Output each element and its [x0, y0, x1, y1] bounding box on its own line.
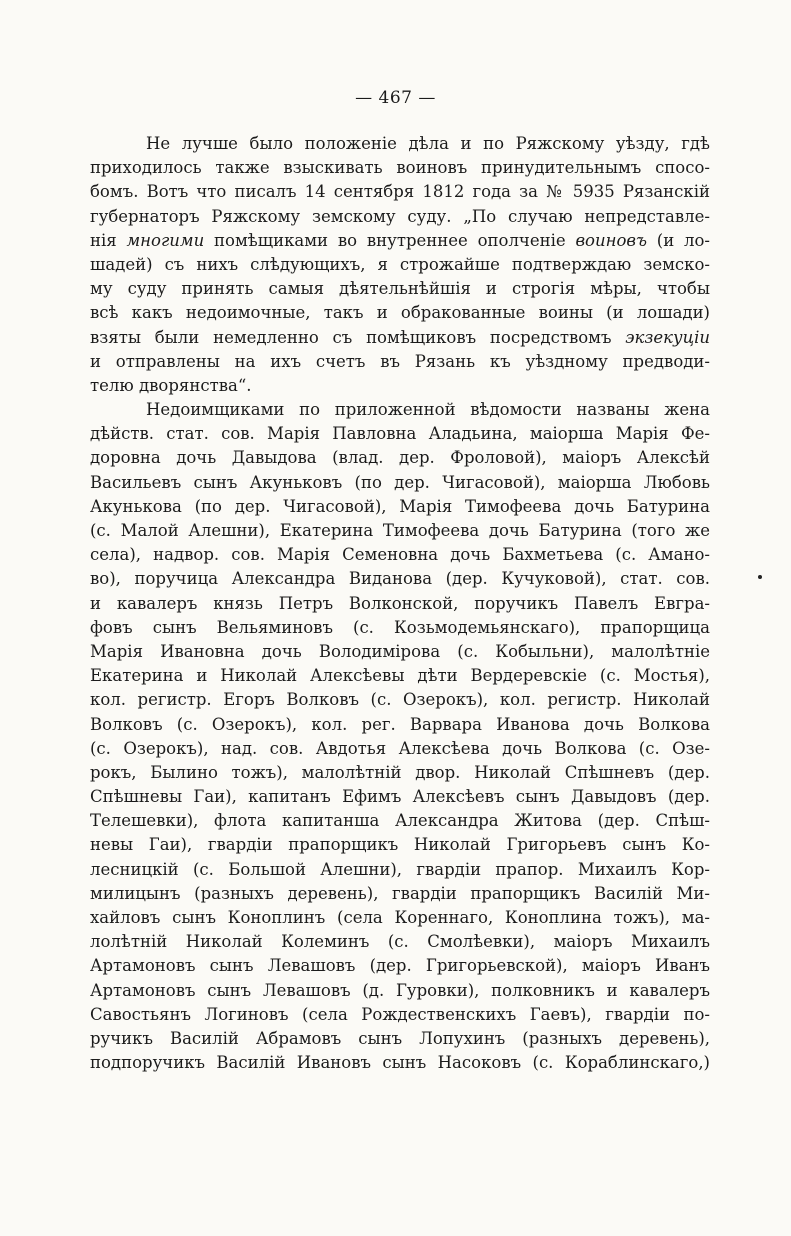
text-run: Спѣшневы Гаи), капитанъ Ефимъ Алексѣевъ сынъ Давыдовъ (дер.: [90, 787, 710, 807]
text-line: [90, 809, 710, 833]
text-line: [90, 1051, 710, 1075]
italic-text: воиновъ: [575, 230, 648, 250]
text-run: милицынъ (разныхъ деревень), гвардіи прапорщикъ Василій Ми-: [90, 883, 710, 903]
italic-text: многими: [126, 230, 205, 250]
text-line: [90, 785, 710, 809]
text-line: [90, 180, 710, 204]
text-run: Недоимщиками по приложенной вѣдомости названы жена: [146, 400, 710, 420]
text-line: [90, 374, 710, 398]
text-run: дѣйств. стат. сов. Марія Павловна Аладьина, маіорша Марія Фе-: [90, 424, 710, 444]
text-run: телю дворянства“.: [90, 375, 252, 395]
text-line: [90, 640, 710, 664]
text-line: [90, 495, 710, 519]
text-run: (с. Озерокъ), над. сов. Авдотья Алексѣева дочь Волкова (с. Озе-: [90, 738, 710, 758]
text-run: хайловъ сынъ Коноплинъ (села Кореннаго, Коноплина тожъ), ма-: [90, 908, 710, 927]
text-run: Телешевки), флота капитанша Александра Житова (дер. Спѣш-: [90, 811, 710, 831]
text-run: кол. регистр. Егоръ Волковъ (с. Озерокъ), кол. регистр. Николай: [90, 690, 710, 710]
text-run: рокъ, Былино тожъ), малолѣтній двор. Николай Спѣшневъ (дер.: [90, 762, 710, 782]
text-line: [90, 616, 710, 640]
text-run: фовъ сынъ Вельяминовъ (с. Козьмодемьянскаго), прапорщица: [90, 617, 710, 637]
text-run: Екатерина и Николай Алексѣевы дѣти Вердеревскіе (с. Мостья),: [90, 666, 710, 686]
text-run: Волковъ (с. Озерокъ), кол. рег. Варвара Иванова дочь Волкова: [90, 714, 710, 734]
text-run: приходилось также взыскивать воиновъ принудительнымъ спосо-: [90, 158, 710, 178]
text-run: шадей) съ нихъ слѣдующихъ, я строжайше подтверждаю земско-: [90, 254, 710, 274]
text-line: [90, 833, 710, 857]
text-run: Артамоновъ сынъ Левашовъ (д. Гуровки), полковникъ и кавалеръ: [90, 980, 710, 1000]
text-line: [90, 664, 710, 688]
text-line: [90, 398, 710, 422]
text-run: губернаторъ Ряжскому земскому суду. „По случаю непредставле-: [90, 206, 710, 226]
text-run: взяты были немедленно съ помѣщиковъ посредствомъ: [90, 327, 626, 347]
text-run: доровна дочь Давыдова (влад. дер. Фроловой), маіоръ Алексѣй: [90, 448, 710, 468]
text-run: (с. Малой Алешни), Екатерина Тимофеева дочь Батурина (того же: [90, 521, 710, 540]
text-run: подпоручикъ Василій Ивановъ сынъ Насоковъ (с. Кораблинскаго,): [90, 1053, 710, 1073]
text-run: бомъ. Вотъ что писалъ 14 сентября 1812 года за № 5935 Рязанскій: [90, 182, 710, 202]
text-run: Савостьянъ Логиновъ (села Рождественскихъ Гаевъ), гвардіи по-: [90, 1004, 710, 1024]
text-line: [90, 906, 710, 930]
text-line: [90, 688, 710, 712]
text-line: [90, 446, 710, 470]
text-run: Артамоновъ сынъ Левашовъ (дер. Григорьевской), маіоръ Иванъ: [90, 956, 710, 976]
text-run: лолѣтній Николай Колеминъ (с. Смолѣевки), маіоръ Михаилъ: [90, 932, 710, 952]
text-line: [90, 882, 710, 906]
text-line: [90, 979, 710, 1003]
text-line: [90, 519, 710, 543]
text-run: му суду принять самыя дѣятельнѣйшія и строгія мѣры, чтобы: [90, 279, 710, 299]
text-run: и отправлены на ихъ счетъ въ Рязань къ уѣздному предводи-: [90, 351, 710, 371]
text-line: [90, 713, 710, 737]
text-run: лесницкій (с. Большой Алешни), гвардіи прапор. Михаилъ Кор-: [90, 859, 710, 879]
text-line: [90, 156, 710, 180]
text-run: села), надвор. сов. Марія Семеновна дочь Бахметьева (с. Амано-: [90, 545, 710, 565]
text-run: помѣщиками во внутреннее ополченіе: [204, 230, 576, 250]
italic-text: экзекуціи: [625, 327, 710, 347]
text-line: [90, 229, 710, 253]
text-run: Васильевъ сынъ Акуньковъ (по дер. Чигасовой), маіорша Любовь: [90, 472, 710, 492]
text-run: Не лучше было положеніе дѣла и по Ряжскому уѣзду, гдѣ: [146, 134, 710, 153]
text-run: во), поручица Александра Виданова (дер. Кучуковой), стат. сов.: [90, 569, 710, 589]
text-run: всѣ какъ недоимочные, такъ и обракованные воины (и лошади): [90, 303, 710, 323]
text-line: [90, 1027, 710, 1051]
text-line: [90, 592, 710, 616]
text-line: [90, 350, 710, 374]
text-line: [90, 326, 710, 350]
text-run: (и ло-: [647, 230, 710, 250]
text-line: [90, 205, 710, 229]
text-line: [90, 930, 710, 954]
text-line: [90, 132, 710, 156]
text-line: [90, 471, 710, 495]
text-line: [90, 253, 710, 277]
text-line: [90, 277, 710, 301]
page-number: — 467 —: [355, 88, 436, 108]
text-line: [90, 543, 710, 567]
text-line: [90, 1003, 710, 1027]
text-run: Марія Ивановна дочь Володимірова (с. Кобыльни), малолѣтніе: [90, 641, 710, 661]
body-text: [90, 132, 710, 1075]
text-run: и кавалеръ князь Петръ Волконской, поручикъ Павелъ Евгра-: [90, 593, 710, 613]
text-line: [90, 858, 710, 882]
text-line: [90, 954, 710, 978]
text-run: Акунькова (по дер. Чигасовой), Марія Тимофеева дочь Батурина: [90, 496, 710, 516]
text-run: нія: [90, 230, 127, 250]
text-line: [90, 301, 710, 325]
ink-speck: [758, 575, 762, 579]
text-run: невы Гаи), гвардіи прапорщикъ Николай Григорьевъ сынъ Ко-: [90, 835, 710, 855]
text-run: ручикъ Василій Абрамовъ сынъ Лопухинъ (разныхъ деревень),: [90, 1028, 710, 1048]
text-line: [90, 761, 710, 785]
text-line: [90, 567, 710, 591]
text-line: [90, 737, 710, 761]
text-line: [90, 422, 710, 446]
